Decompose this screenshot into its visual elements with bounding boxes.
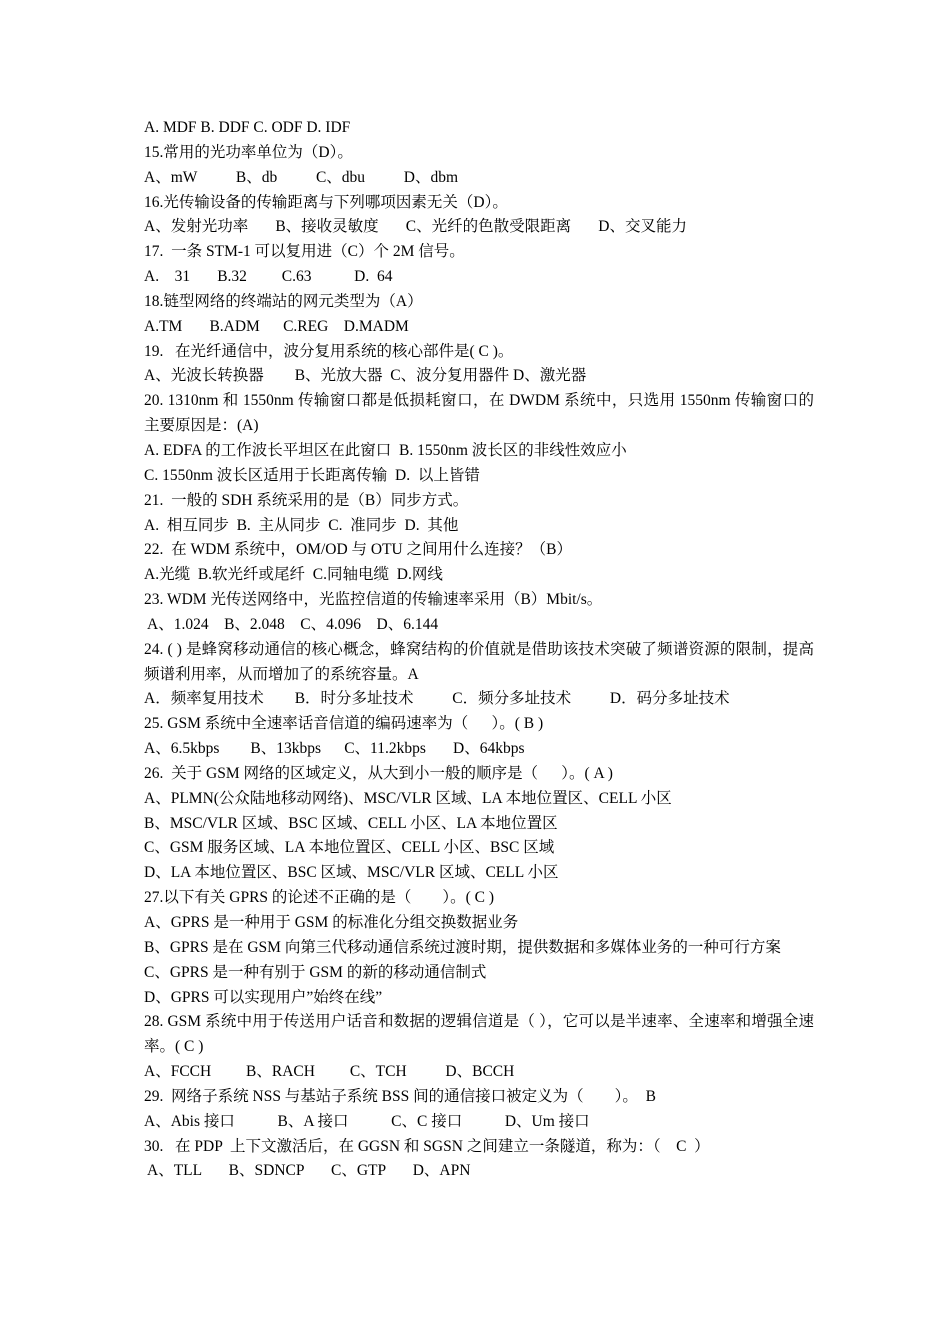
option-26-b: B、MSC/VLR 区域、BSC 区域、CELL 小区、LA 本地位置区: [144, 814, 558, 832]
question-21: 21. 一般的 SDH 系统采用的是（B）同步方式。: [144, 491, 469, 509]
options-16: A、发射光功率 B、接收灵敏度 C、光纤的色散受限距离 D、交叉能力: [144, 218, 687, 236]
option-27-c: C、GPRS 是一种有别于 GSM 的新的移动通信制式: [144, 963, 487, 981]
option-27-b: B、GPRS 是在 GSM 向第三代移动通信系统过渡时期，提供数据和多媒体业务的一种可行方案: [144, 938, 781, 956]
question-16: 16.光传输设备的传输距离与下列哪项因素无关（D）。: [144, 193, 508, 211]
options-25: A、6.5kbps B、13kbps C、11.2kbps D、64kbps: [144, 740, 525, 758]
question-20: 20. 1310nm 和 1550nm 传输窗口都是低损耗窗口，在 DWDM 系统中，只选用 1550nm 传输窗口的主要原因是：(A): [144, 392, 814, 435]
options-24: A．频率复用技术 B．时分多址技术 C．频分多址技术 D．码分多址技术: [144, 690, 730, 708]
options-21: A. 相互同步 B. 主从同步 C. 准同步 D. 其他: [144, 516, 459, 534]
question-30: 30. 在 PDP 上下文激活后，在 GGSN 和 SGSN 之间建立一条隧道，称为：（ C ）: [144, 1137, 710, 1155]
question-25: 25. GSM 系统中全速率话音信道的编码速率为（ ）。( B ): [144, 715, 544, 733]
question-26: 26. 关于 GSM 网络的区域定义，从大到小一般的顺序是（ ）。( A ): [144, 764, 613, 782]
options-15: A、mW B、db C、dbu D、dbm: [144, 168, 459, 186]
text-line: A. MDF B. DDF C. ODF D. IDF: [144, 119, 351, 136]
question-29: 29. 网络子系统 NSS 与基站子系统 BSS 间的通信接口被定义为（ ）。 B: [144, 1087, 656, 1105]
question-28: 28. GSM 系统中用于传送用户话音和数据的逻辑信道是（ ），它可以是半速率、全速率和增强全速率。( C ): [144, 1013, 814, 1056]
options-28: A、FCCH B、RACH C、TCH D、BCCH: [144, 1063, 515, 1081]
options-23: A、1.024 B、2.048 C、4.096 D、6.144: [144, 615, 439, 633]
question-27: 27.以下有关 GPRS 的论述不正确的是（ ）。( C ): [144, 889, 495, 907]
option-27-a: A、GPRS 是一种用于 GSM 的标准化分组交换数据业务: [144, 914, 519, 931]
option-26-d: D、LA 本地位置区、BSC 区域、MSC/VLR 区域、CELL 小区: [144, 864, 559, 882]
option-26-c: C、GSM 服务区域、LA 本地位置区、CELL 小区、BSC 区域: [144, 839, 555, 857]
options-29: A、Abis 接口 B、A 接口 C、C 接口 D、Um 接口: [144, 1112, 590, 1130]
question-24: 24. ( ) 是蜂窝移动通信的核心概念，蜂窝结构的价值就是借助该技术突破了频谱资源的限制，提高频谱利用率，从而增加了的系统容量。A: [144, 640, 814, 683]
question-18: 18.链型网络的终端站的网元类型为（A）: [144, 292, 423, 310]
options-20-cd: C. 1550nm 波长区适用于长距离传输 D. 以上皆错: [144, 466, 480, 484]
question-22: 22. 在 WDM 系统中，OM/OD 与 OTU 之间用什么连接？（B）: [144, 541, 572, 559]
question-17: 17. 一条 STM-1 可以复用进（C）个 2M 信号。: [144, 243, 465, 261]
document-page: [144, 116, 814, 1184]
question-19: 19. 在光纤通信中，波分复用系统的核心部件是( C )。: [144, 342, 514, 360]
options-19: A、光波长转换器 B、光放大器 C、波分复用器件 D、激光器: [144, 367, 587, 385]
question-15: 15.常用的光功率单位为（D）。: [144, 143, 353, 161]
options-22: A.光缆 B.软光纤或尾纤 C.同轴电缆 D.网线: [144, 566, 443, 584]
options-20-ab: A. EDFA 的工作波长平坦区在此窗口 B. 1550nm 波长区的非线性效应小: [144, 441, 627, 459]
options-17: A. 31 B.32 C.63 D. 64: [144, 268, 393, 286]
option-27-d: D、GPRS 可以实现用户”始终在线”: [144, 988, 383, 1006]
options-30: A、TLL B、SDNCP C、GTP D、APN: [144, 1162, 471, 1180]
option-26-a: A、PLMN(公众陆地移动网络)、MSC/VLR 区域、LA 本地位置区、CELL 小区: [144, 789, 672, 807]
options-18: A.TM B.ADM C.REG D.MADM: [144, 317, 409, 335]
question-23: 23. WDM 光传送网络中，光监控信道的传输速率采用（B）Mbit/s。: [144, 591, 603, 609]
